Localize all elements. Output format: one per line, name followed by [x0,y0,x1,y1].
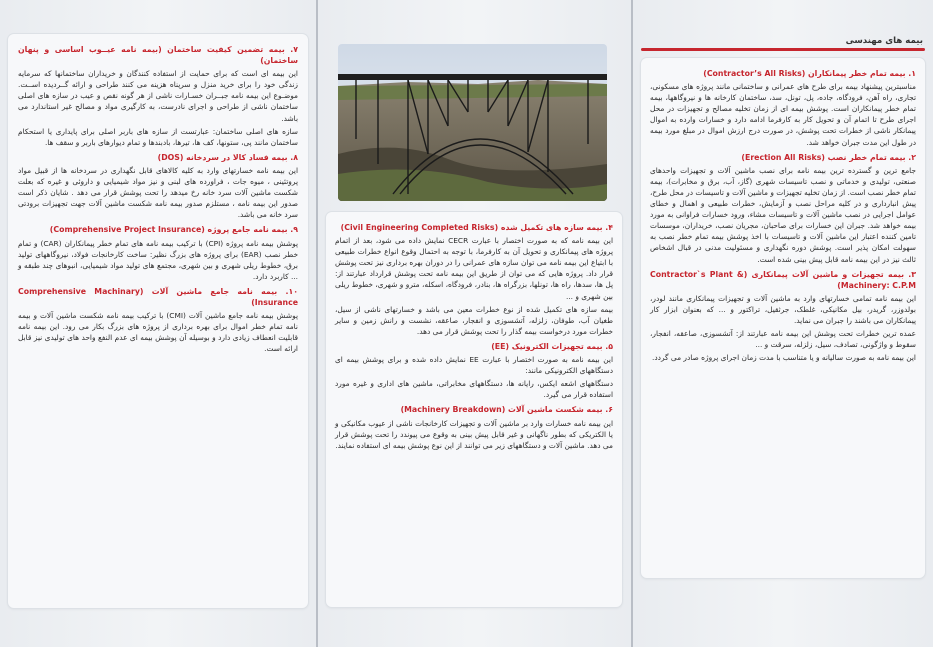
section-heading: ۳. بیمه تجهیزات و ماشین آلات پیمانکاری (Contractor`s Plant & Machinery: C.P.M) [650,269,916,290]
bridge-photo [338,44,607,201]
paragraph: این بیمه نامه خسارتهای وارد به کلیه کالاهای قابل نگهداری در سردخانه ها از قبیل مواد پروتئینی ، میوه جات ، فراورده های لبنی و نیز مواد شیمیایی و داروئی و غیره که بعلت شکست ماشین آلات سرد خانه رخ میدهد را تحت پوشش قرار می دهد . شایان ذکر است صدور این بیمه نامه ، مستلزم صدور بیمه نامه شکست ماشین آلات جهت تجهیزات برودتی سرد خانه می باشد. [18,165,298,220]
section-heading: ۴. بیمه سازه های تکمیل شده (Civil Engineering Completed Risks) [340,223,613,232]
section-heading: ۸. بیمه فساد کالا در سردخانه (DOS) [157,152,298,162]
middle-panel [318,0,631,647]
section-5 [335,341,613,400]
right-column [641,58,925,578]
paragraph: جامع ترین و گسترده ترین بیمه نامه برای نصب ماشین آلات و تجهیزات واحدهای صنعتی، تولیدی و خدماتی و نصب تاسیسات شهری (گاز، آب، برق و مخابرات)، بیمه تمام خطر نصب است. از زمان تخلیه تجهیزات و ماشین آلات و تاسیسات در محل طرح، پیش انبارداری و در کلیه مراحل نصب و آزمایش، خطرات طبیعی و اهمال و خطای عوامل اجرایی در نصب ماشین آلات و تاسیسات مشاء، ورود خسارات فراوانی به مورد بیمه خواهد شد. جبران این خسارات برای صاحبان، مجریان نصب، خریداران، موسسات تامین کننده اعتبار این ماشین آلات و تاسیسات با اخذ پوشش بیمه تمام خطر نصب به سهولت امکان پذیر است. پوشش دوره نگهداری و مسئولیت مدنی در قبال اشخاص ثالث نیز در این بیمه نامه قابل پیش بینی شده است. [650,165,916,264]
section-heading: ۷. بیمه تضمین کیفیت ساختمان (بیمه نامه عیــوب اساسی و پنهان ساختمان) [18,45,298,66]
paragraph: این بیمه نامه به صورت سالیانه و یا متناسب با مدت زمان اجرای پروژه صادر می گردد. [652,353,916,363]
section-2 [650,152,916,265]
section-6 [335,404,613,450]
paragraph: دستگاههای اشعه ایکس، رایانه ها، دستگاههای مخابراتی، ماشین های اداری و غیره مورد استفاده قرار می گیرد. [335,379,613,400]
section-3 [650,269,916,364]
paragraph: این بیمه نامه خسارات وارد بر ماشین آلات و تجهیزات کارخانجات ناشی از عیوب مکانیکی و یا الکتریکی که بطور ناگهانی و غیر قابل پیش بینی به وقوع می پیوندد را تحت پوشش قرار می دهد. ماشین آلات و دستگاههای زیر می توانند از این نوع پوشش بیمه ای استفاده نمایند. [335,418,613,450]
section-9 [18,224,298,281]
section-10 [18,286,298,355]
paragraph: این بیمه نامه تمامی خسارتهای وارد به ماشین آلات و تجهیزات پیمانکاری مانند لودر، بولدوزر، گریدر، بیل مکانیکی، غلطک، جرثقیل، تراکتور و ... که بعنوان ابزار کار پیمانکاران می باشند را جبران می نماید. [650,293,916,325]
paragraph: سازه های اصلی ساختمان: عبارتست از سازه های باربر اصلی برای پایداری یا استحکام ساختمان مانند پی، ستونها، کف ها، تیرها، بادبندها و تمام دیوارهای باربر و سقف ها. [18,126,298,147]
left-panel [0,0,316,647]
paragraph: این بیمه نامه که به صورت اختصار با عبارت CECR نمایش داده می شود، بعد از اتمام پروژه های پیمانکاری و تحویل آن به کارفرما، با توجه به احتمال وقوع انواع خطرات طبیعی با ابتیاع این بیمه نامه می توان سازه های عمرانی را در دوران بهره برداری نیز تحت پوشش قرار داد. پروژه هایی که می توان از طریق این بیمه نامه تحت پوشش قرارداد عبارتند از: پل ها، سدها، راه ها، تونلها، بزرگراه ها، بنادر، فرودگاه، اسکله، مترو و شهری، خطوط ریلی بین شهری و ... [335,236,613,301]
paragraph: عمده ترین خطرات تحت پوشش این بیمه نامه عبارتند از: آتشسوزی، صاعقه، انفجار، سقوط و واژگونی، تصادف، سیل، زلزله، سرقت و ... [650,329,916,350]
title-underline [641,48,925,51]
section-heading: ۵. بیمه تجهیزات الکترونیک (EE) [491,341,613,351]
paragraph: پوشش بیمه نامه جامع ماشین آلات (CMI) با ترکیب بیمه نامه شکست ماشین آلات و بیمه نامه تمام خطر اموال برای بهره برداری از پروژه های بزرگ بکار می رود. این بیمه نامه قابلیت انعطاف زیادی دارد و بوسیله آن پوشش بیمه ای عدم النفع واحد های تولیدی نیز قابل ارائه است. [18,311,299,354]
section-heading: ۹. بیمه نامه جامع پروژه (Comprehensive Project Insurance) [49,225,298,235]
paragraph: مناسبترین پیشنهاد بیمه برای طرح های عمرانی و ساختمانی مانند پروژه های مسکونی، تجاری، راه آهن، فرودگاه، جاده، پل، تونل، سد، ساختمان کارخانه ها و نیروگاهها، بیمه تمام خطر پیمانکاران است. پوشش بیمه ای از زمان تخلیه مصالح و تجهیزات در محل اجرای طرح تا اتمام آن و تحویل کار به کارفرما ادامه دارد و خسارات وارده به اموال پیمانکار ناشی از خطرات تحت پوشش، در صورت درج ارزش اموال در مبلغ مورد بیمه در طول این مدت جبران خواهد شد. [650,82,916,147]
section-heading: ۶. بیمه شکست ماشین آلات (Machinery Breakdown) [400,405,613,415]
right-panel [633,0,933,647]
middle-column [326,212,622,607]
section-heading: ۱۰. بیمه نامه جامع ماشین آلات (Comprehensive Machinary Insurance) [18,286,298,307]
section-4 [335,222,613,337]
left-column [8,34,308,608]
paragraph: پوشش بیمه نامه پروژه (CPI) با ترکیب بیمه نامه های تمام خطر پیمانکاران (CAR) و تمام خطر نصب (EAR) برای پروژه های بزرگ نظیر: ساخت کارخانجات فولاد، نیروگاههای تولید برق، خطوط ریلی شهری و بین شهری، مجتمع های تولید مواد شیمیایی، انبوهای چند طبقه و ... کاربرد دارد. [18,238,299,281]
section-7 [18,44,298,148]
page-title: بیمه های مهندسی [845,36,923,46]
section-8 [18,152,298,221]
paragraph: این بیمه نامه به صورت اختصار با عبارت EE نمایش داده شده و برای پوشش بیمه ای دستگاههای الکترونیکی مانند: [335,355,613,376]
paragraph: بیمه سازه های تکمیل شده از نوع خطرات معین می باشد و خسارتهای ناشی از سیل، طغیان آب، طوفان، زلزله، آتشسوزی و انفجار، صاعقه، نشست و رانش زمین و سایر خطرات مورد درخواست بیمه گذار را تحت پوشش قرار می دهد. [335,304,613,336]
section-heading: ۲. بیمه تمام خطر نصب (Erection All Risks) [741,152,916,162]
section-heading: ۱. بیمه تمام خطر پیمانکاران (Contractor’s All Risks) [703,69,916,78]
paragraph: این بیمه ای است که برای حمایت از استفاده کنندگان و خریداران ساختمانها که سرمایه زندگی خود را برای خرید منزل و سرپناه هزینه می کنند طراحی و ارائه گــردیده اســت. موضـوع این بیمه نامه جبــران خسـارات ناشی از هر گونه نقص و عیب در سازه های اصلی ساختمان ناشی از طراحی و اجرای نادرست، به کارگیری مواد و مصالح غیر استاندارد می باشد. [18,69,298,123]
section-1 [650,68,916,148]
